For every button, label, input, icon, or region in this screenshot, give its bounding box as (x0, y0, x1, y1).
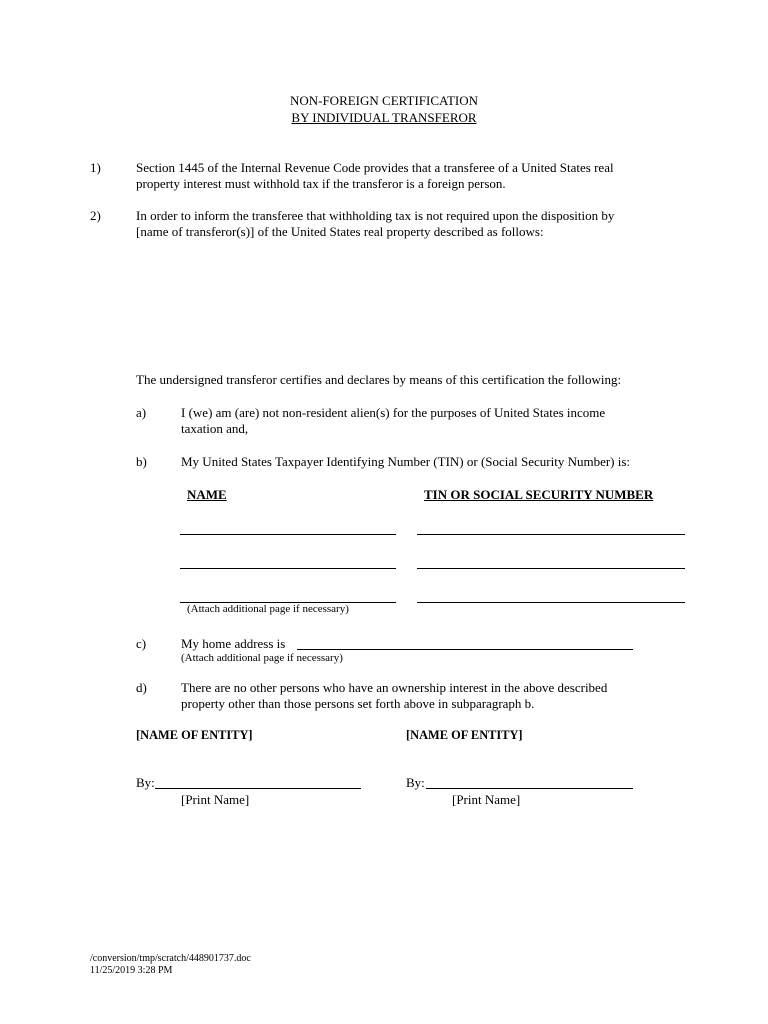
item-d-label: d) (136, 680, 147, 695)
home-address-blank[interactable] (297, 649, 633, 650)
footer-timestamp: 11/25/2019 3:28 PM (90, 965, 173, 976)
item-c-text: My home address is (181, 636, 286, 651)
entity-name-left: [NAME OF ENTITY] (136, 728, 253, 742)
attach-note-names: (Attach additional page if necessary) (187, 603, 349, 615)
tin-blank-1[interactable] (417, 534, 685, 535)
signature-line-right[interactable] (426, 788, 633, 789)
para1-number: 1) (90, 160, 101, 175)
name-blank-1[interactable] (180, 534, 396, 535)
print-name-left: [Print Name] (181, 792, 250, 807)
para2-line2: [name of transferor(s)] of the United States real property described as follows: (136, 224, 544, 239)
document-title-line2: BY INDIVIDUAL TRANSFEROR (291, 110, 477, 125)
item-b-label: b) (136, 454, 147, 469)
tin-blank-3[interactable] (417, 602, 685, 603)
item-a-label: a) (136, 405, 147, 420)
print-name-right: [Print Name] (452, 792, 521, 807)
footer-file-path: /conversion/tmp/scratch/448901737.doc (90, 953, 251, 964)
item-b-text: My United States Taxpayer Identifying Number (TIN) or (Social Security Number) is: (181, 454, 631, 469)
by-label-right: By: (406, 775, 425, 790)
name-column-header: NAME (187, 487, 227, 502)
item-a-line1: I (we) am (are) not non-resident alien(s) for the purposes of United States income (181, 405, 606, 420)
entity-name-right: [NAME OF ENTITY] (406, 728, 523, 742)
para2-number: 2) (90, 208, 101, 223)
tin-column-header: TIN OR SOCIAL SECURITY NUMBER (424, 487, 654, 502)
para2-line1: In order to inform the transferee that withholding tax is not required upon the disposition by (136, 208, 615, 223)
para1-line2: property interest must withhold tax if the transferor is a foreign person. (136, 176, 506, 191)
item-a-line2: taxation and, (181, 421, 249, 436)
by-label-left: By: (136, 775, 155, 790)
name-blank-2[interactable] (180, 568, 396, 569)
item-d-line1: There are no other persons who have an ownership interest in the above described (181, 680, 608, 695)
tin-blank-2[interactable] (417, 568, 685, 569)
signature-line-left[interactable] (155, 788, 361, 789)
certification-intro: The undersigned transferor certifies and declares by means of this certification the following: (136, 372, 622, 387)
item-c-label: c) (136, 636, 147, 651)
para1-line1: Section 1445 of the Internal Revenue Code provides that a transferee of a United States real (136, 160, 614, 175)
attach-note-address: (Attach additional page if necessary) (181, 652, 343, 664)
item-d-line2: property other than those persons set forth above in subparagraph b. (181, 696, 535, 711)
document-title-line1: NON-FOREIGN CERTIFICATION (289, 93, 479, 108)
